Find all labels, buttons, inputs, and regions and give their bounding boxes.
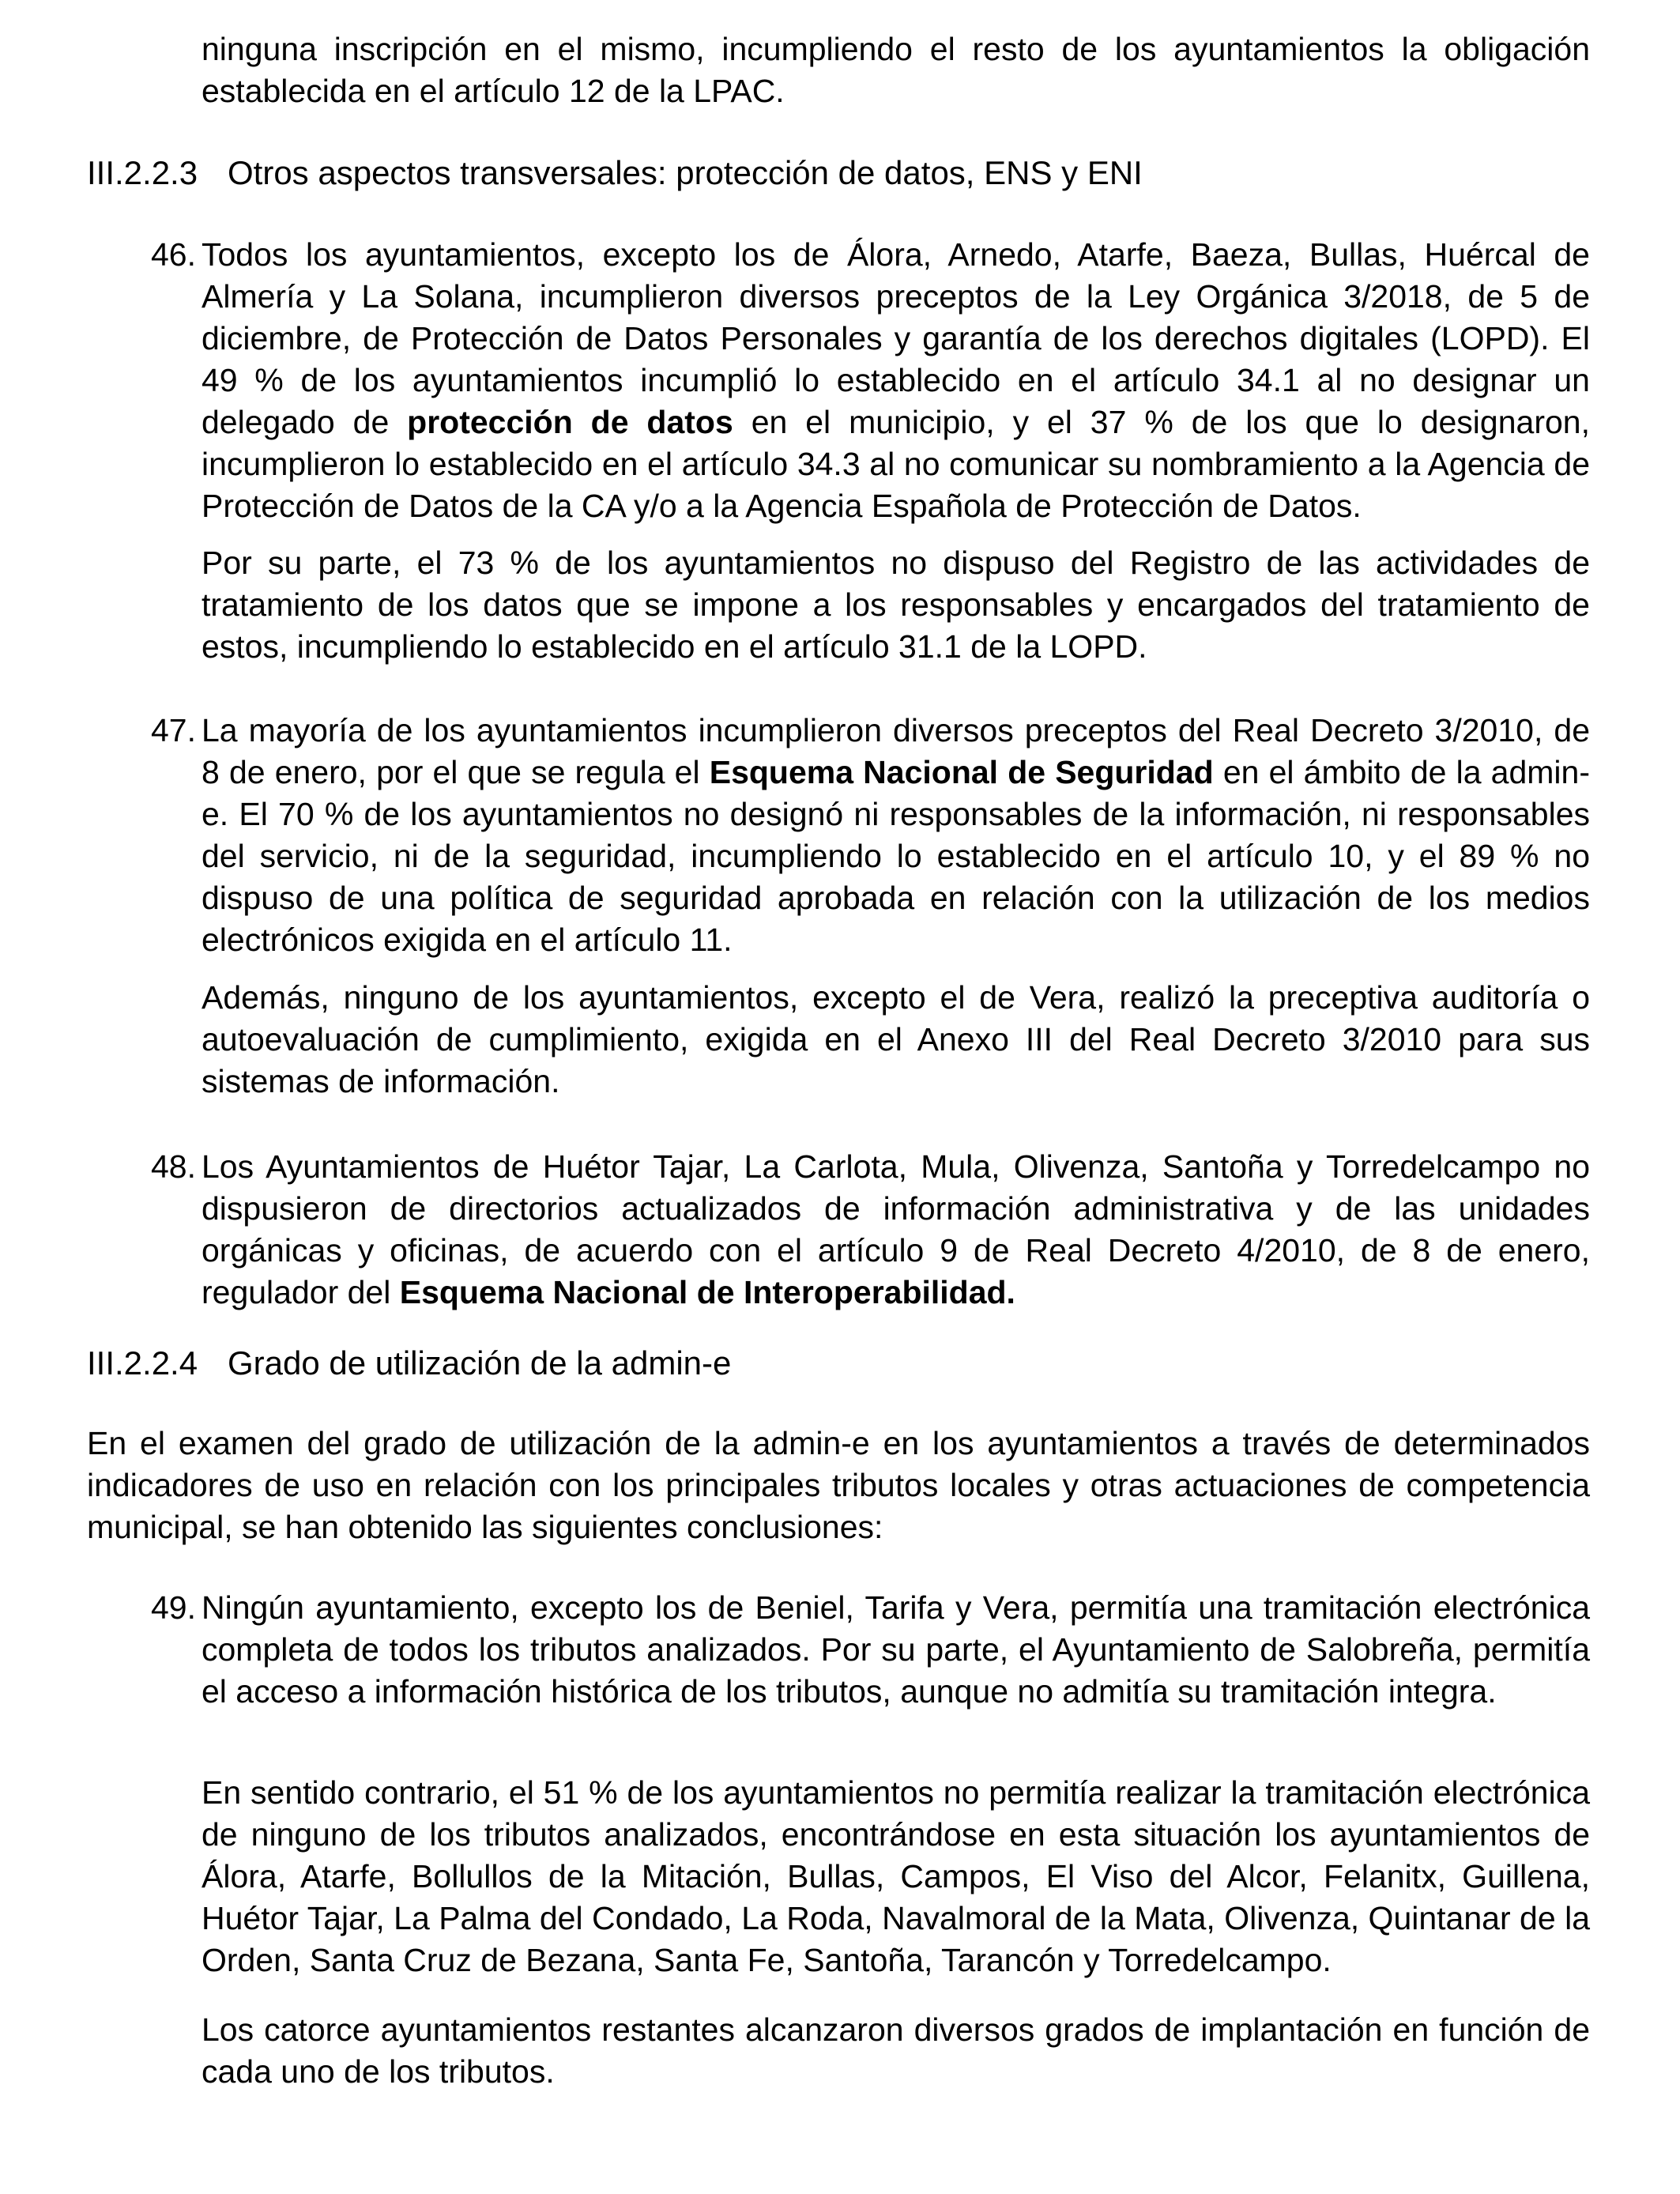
- emphasis-eni: Esquema Nacional de Interoperabilidad.: [399, 1274, 1015, 1310]
- section-number: III.2.2.4: [87, 1344, 198, 1382]
- section-title: Otros aspectos transversales: protección de datos, ENS y ENI: [228, 154, 1143, 191]
- paragraph-47: La mayoría de los ayuntamientos incumplieron diversos preceptos del Real Decreto 3/2010, de 8 de enero, por el que se regula el Esquema Nacional de Seguridad en el ámbito de la admin-e. El 70 % de los ayuntamientos no designó ni responsables de la información, ni responsables del servicio, ni de la seguridad, incumpliendo lo establecido en el artículo 10, y el 89 % no dispuso de una política de seguridad aprobada en relación con la utilización de los medios electrónicos exigida en el artículo 11.: [202, 712, 1590, 958]
- paragraph-46-continuation: Por su parte, el 73 % de los ayuntamientos no dispuso del Registro de las actividades de tratamiento de los datos que se impone a los responsables y encargados del tratamiento de estos, incumpliendo lo establecido en el artículo 31.1 de la LOPD.: [202, 545, 1590, 665]
- section-heading-224: [87, 1342, 731, 1384]
- section-224-intro: En el examen del grado de utilización de la admin-e en los ayuntamientos a través de determinados indicadores de uso en relación con los principales tributos locales y otras actuaciones de competencia municipal, se han obtenido las siguientes conclusiones:: [87, 1425, 1590, 1545]
- paragraph-number-49: 49.: [151, 1589, 196, 1626]
- paragraph-49: Ningún ayuntamiento, excepto los de Beniel, Tarifa y Vera, permitía una tramitación electrónica completa de todos los tributos analizados. Por su parte, el Ayuntamiento de Salobreña, permitía el acceso a información histórica de los tributos, aunque no admitía su tramitación integra.: [202, 1589, 1590, 1710]
- section-title: Grado de utilización de la admin-e: [228, 1344, 732, 1382]
- paragraph-number-48: 48.: [151, 1148, 196, 1185]
- paragraph-49-final: Los catorce ayuntamientos restantes alcanzaron diversos grados de implantación en función de cada uno de los tributos.: [202, 2011, 1590, 2090]
- paragraph-number-46: 46.: [151, 236, 196, 273]
- paragraph-49-continuation: En sentido contrario, el 51 % de los ayuntamientos no permitía realizar la tramitación electrónica de ninguno de los tributos analizados, encontrándose en esta situación los ayuntamientos de Álora, Atarfe, Bollullos de la Mitación, Bullas, Campos, El Viso del Alcor, Felanitx, Guillena, Huétor Tajar, La Palma del Condado, La Roda, Navalmoral de la Mata, Olivenza, Quintanar de la Orden, Santa Cruz de Bezana, Santa Fe, Santoña, Tarancón y Torredelcampo.: [202, 1774, 1590, 1978]
- intro-paragraph: ninguna inscripción en el mismo, incumpliendo el resto de los ayuntamientos la obligación establecida en el artículo 12 de la LPAC.: [202, 31, 1590, 109]
- emphasis-ens: Esquema Nacional de Seguridad: [709, 754, 1214, 790]
- emphasis-data-protection: protección de datos: [407, 404, 733, 440]
- paragraph-46: Todos los ayuntamientos, excepto los de Álora, Arnedo, Atarfe, Baeza, Bullas, Huércal de Almería y La Solana, incumplieron diversos preceptos de la Ley Orgánica 3/2018, de 5 de diciembre, de Protección de Datos Personales y garantía de los derechos digitales (LOPD). El 49 % de los ayuntamientos incumplió lo establecido en el artículo 34.1 al no designar un delegado de protección de datos en el municipio, y el 37 % de los que lo designaron, incumplieron lo establecido en el artículo 34.3 al no comunicar su nombramiento a la Agencia de Protección de Datos de la CA y/o a la Agencia Española de Protección de Datos.: [202, 236, 1590, 524]
- section-heading-223: [87, 152, 1143, 194]
- paragraph-47-continuation: Además, ninguno de los ayuntamientos, excepto el de Vera, realizó la preceptiva auditoría o autoevaluación de cumplimiento, exigida en el Anexo III del Real Decreto 3/2010 para sus sistemas de información.: [202, 979, 1590, 1099]
- paragraph-48: Los Ayuntamientos de Huétor Tajar, La Carlota, Mula, Olivenza, Santoña y Torredelcampo no dispusieron de directorios actualizados de información administrativa y de las unidades orgánicas y oficinas, de acuerdo con el artículo 9 de Real Decreto 4/2010, de 8 de enero, regulador del Esquema Nacional de Interoperabilidad.: [202, 1148, 1590, 1310]
- section-number: III.2.2.3: [87, 154, 198, 191]
- paragraph-number-47: 47.: [151, 712, 196, 748]
